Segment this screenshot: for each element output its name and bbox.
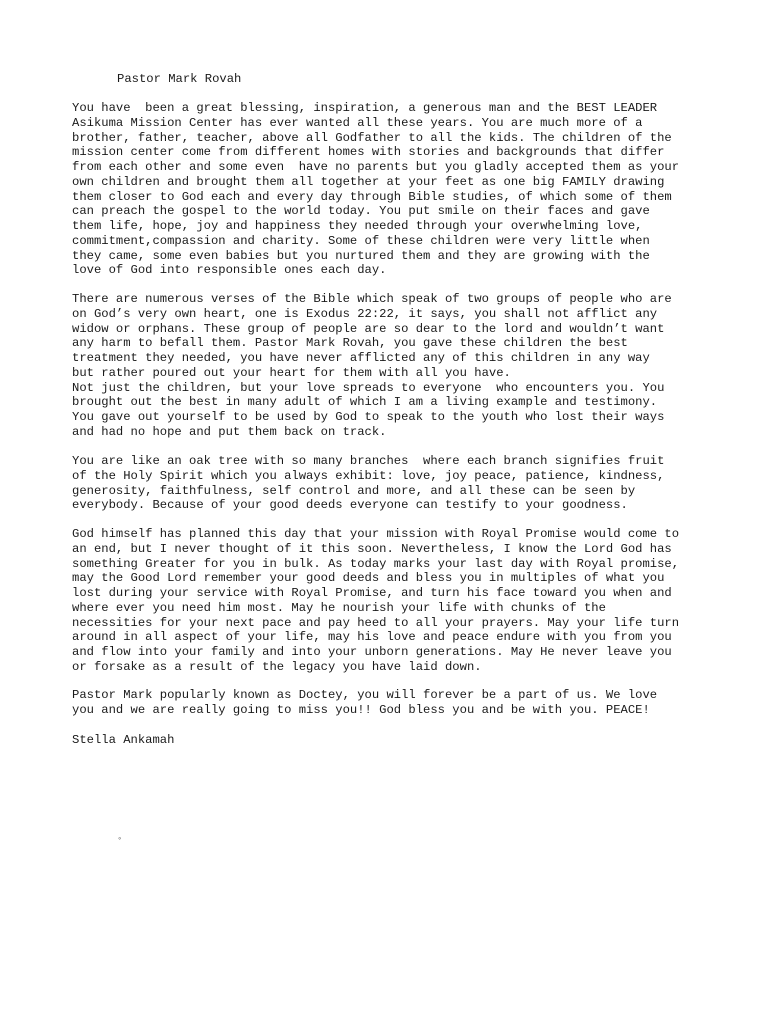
text-line: they came, some even babies but you nurtured them and they are growing with the — [72, 248, 650, 263]
signature-name: Stella Ankamah — [72, 733, 175, 747]
text-line: lost during your service with Royal Promise, and turn his face toward you when and — [72, 586, 672, 600]
text-line: brought out the best in many adult of which I am a living example and testimony. — [72, 395, 658, 410]
text-line: widow or orphans. These group of people are so dear to the lord and wouldn’t want — [72, 321, 665, 336]
text-line: an end, but I never thought of it this soon. Nevertheless, I know the Lord God has — [72, 541, 672, 556]
text-line: Pastor Mark popularly known as Doctey, you will forever be a part of us. We love — [72, 688, 658, 702]
paragraph-closing — [72, 688, 732, 718]
text-line: you and we are really going to miss you!! God bless you and be with you. PEACE! — [72, 702, 650, 717]
text-line: from each other and some even have no parents but you gladly accepted them as your — [72, 160, 680, 174]
text-line: love of God into responsible ones each day. — [72, 263, 387, 278]
text-line: mission center come from different homes with stories and backgrounds that differ — [72, 145, 665, 160]
trailing-bullet-mark: ◦ — [117, 834, 123, 844]
text-line: around in all aspect of your life, may his love and peace endure with you from you — [72, 630, 672, 645]
paragraph-farewell-blessing — [72, 527, 732, 675]
text-line: where ever you need him most. May he nourish your life with chunks of the — [72, 600, 606, 615]
text-line: and flow into your family and into your unborn generations. May He never leave you — [72, 645, 672, 659]
text-line: You are like an oak tree with so many branches where each branch signifies fruit — [72, 454, 665, 468]
text-line: necessities for your next pace and pay heed to all your prayers. May your life turn — [72, 615, 680, 630]
text-line: brother, father, teacher, above all Godfather to all the kids. The children of the — [72, 130, 672, 145]
text-line: generosity, faithfulness, self control and more, and all these can be seen by — [72, 483, 636, 498]
text-line: but rather poured out your heart for them with all you have. — [72, 365, 511, 380]
text-line: may the Good Lord remember your good deeds and bless you in multiples of what you — [72, 571, 665, 586]
paragraph-bible-verses — [72, 292, 732, 440]
text-line: God himself has planned this day that your mission with Royal Promise would come to — [72, 527, 680, 541]
paragraph-oak-tree — [72, 454, 732, 513]
text-line: on God’s very own heart, one is Exodus 22:22, it says, you shall not afflict any — [72, 306, 658, 321]
paragraph-tribute — [72, 101, 732, 278]
text-line: or forsake as a result of the legacy you have laid down. — [72, 659, 482, 674]
text-line: them life, hope, joy and happiness they needed through your overwhelming love, — [72, 219, 643, 233]
text-line: commitment,compassion and charity. Some of these children were very little when — [72, 233, 650, 248]
letter-heading: Pastor Mark Rovah — [117, 72, 242, 86]
text-line: of the Holy Spirit which you always exhibit: love, joy peace, patience, kindness, — [72, 468, 665, 483]
text-line: any harm to befall them. Pastor Mark Rovah, you gave these children the best — [72, 336, 628, 351]
text-line: everybody. Because of your good deeds everyone can testify to your goodness. — [72, 498, 628, 513]
text-line: own children and brought them all together at your feet as one big FAMILY drawing — [72, 174, 665, 189]
text-line: Not just the children, but your love spreads to everyone who encounters you. You — [72, 380, 665, 395]
text-line: There are numerous verses of the Bible which speak of two groups of people who are — [72, 292, 672, 306]
text-line: You have been a great blessing, inspiration, a generous man and the BEST LEADER — [72, 101, 658, 115]
text-line: them closer to God each and every day through Bible studies, of which some of them — [72, 189, 672, 204]
text-line: can preach the gospel to the world today. You put smile on their faces and gave — [72, 204, 650, 219]
signature — [72, 733, 732, 748]
text-line: Asikuma Mission Center has ever wanted all these years. You are much more of a — [72, 115, 643, 130]
text-line: something Greater for you in bulk. As today marks your last day with Royal promise, — [72, 556, 680, 571]
text-line: You gave out yourself to be used by God to speak to the youth who lost their ways — [72, 410, 665, 424]
text-line: treatment they needed, you have never afflicted any of this children in any way — [72, 351, 650, 365]
text-line: and had no hope and put them back on track. — [72, 424, 387, 439]
